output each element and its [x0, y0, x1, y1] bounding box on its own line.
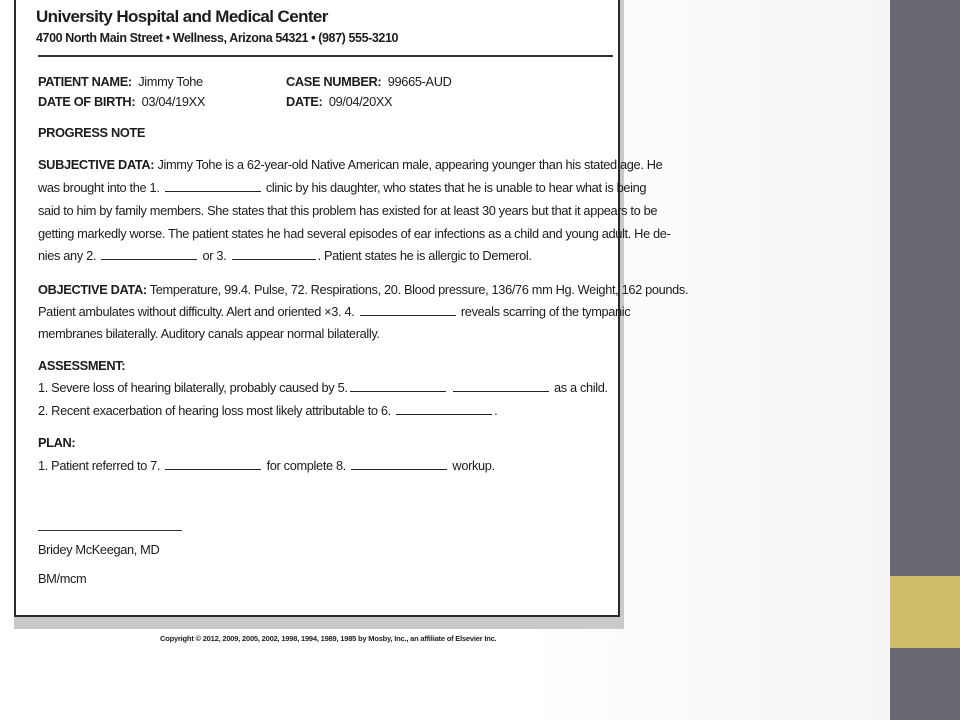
case-number-value: 99665-AUD — [387, 74, 452, 89]
plan-heading: PLAN: — [38, 435, 76, 450]
subjective-line-2 — [38, 180, 646, 195]
blank-1[interactable] — [165, 181, 261, 192]
objective-line-2 — [38, 304, 630, 319]
assessment-heading: ASSESSMENT: — [38, 358, 126, 373]
subjective-line-1 — [38, 157, 662, 172]
blank-4[interactable] — [360, 305, 456, 316]
subjective-line-4: getting markedly worse. The patient states he had several episodes of ear infections as a child and young adult. He de- — [38, 226, 671, 241]
patient-name-value: Jimmy Tohe — [138, 74, 203, 89]
assessment-text-2a: 2. Recent exacerbation of hearing loss most likely attributable to 6. — [38, 403, 391, 418]
signature-name: Bridey McKeegan, MD — [38, 542, 160, 557]
plan-text-1a: 1. Patient referred to 7. — [38, 458, 161, 473]
blank-6[interactable] — [396, 404, 492, 415]
blank-3[interactable] — [232, 249, 316, 260]
objective-line-3: membranes bilaterally. Auditory canals appear normal bilaterally. — [38, 326, 380, 341]
subjective-text-2a: was brought into the 1. — [38, 180, 160, 195]
plan-item-1 — [38, 458, 495, 473]
objective-label: OBJECTIVE DATA: — [38, 282, 147, 297]
document-shadow-bottom — [14, 617, 623, 629]
subjective-line-5 — [38, 248, 532, 263]
assessment-text-1a: 1. Severe loss of hearing bilaterally, probably caused by 5. — [38, 380, 348, 395]
blank-7[interactable] — [165, 459, 261, 470]
patient-name-row — [38, 74, 203, 89]
blank-8[interactable] — [351, 459, 447, 470]
dob-value: 03/04/19XX — [141, 94, 206, 109]
progress-note-heading: PROGRESS NOTE — [38, 125, 146, 140]
signature-line — [38, 530, 182, 531]
date-label: DATE: — [286, 94, 323, 109]
assessment-item-2 — [38, 403, 497, 418]
assessment-text-2b: . — [494, 403, 498, 418]
objective-text-2a: Patient ambulates without difficulty. Alert and oriented ×3. 4. — [38, 304, 355, 319]
slide-side-accent — [890, 576, 960, 648]
objective-text-1: Temperature, 99.4. Pulse, 72. Respirations, 20. Blood pressure, 136/76 mm Hg. Weight, 162 pounds. — [149, 282, 689, 297]
header-divider — [38, 55, 613, 57]
medical-record-document — [14, 0, 689, 617]
subjective-text-1: Jimmy Tohe is a 62-year-old Native American male, appearing younger than his stated age. He — [157, 157, 663, 172]
subjective-label: SUBJECTIVE DATA: — [38, 157, 155, 172]
signature-initials: BM/mcm — [38, 571, 87, 586]
hospital-address: 4700 North Main Street • Wellness, Arizona 54321 • (987) 555-3210 — [36, 31, 399, 45]
assessment-item-1 — [38, 380, 608, 395]
date-value: 09/04/20XX — [328, 94, 393, 109]
copyright-notice: Copyright © 2012, 2009, 2005, 2002, 1998, 1994, 1989, 1985 by Mosby, Inc., an affiliate of Elsevier Inc. — [160, 634, 497, 643]
dob-label: DATE OF BIRTH: — [38, 94, 136, 109]
subjective-text-2b: clinic by his daughter, who states that he is unable to hear what is being — [265, 180, 647, 195]
case-number-row — [286, 74, 451, 89]
plan-text-1b: for complete 8. — [266, 458, 346, 473]
blank-2[interactable] — [101, 249, 197, 260]
date-row — [286, 94, 392, 109]
objective-text-2b: reveals scarring of the tympanic — [460, 304, 631, 319]
case-number-label: CASE NUMBER: — [286, 74, 382, 89]
assessment-text-1b: as a child. — [553, 380, 608, 395]
plan-text-1c: workup. — [452, 458, 495, 473]
objective-line-1 — [38, 282, 688, 297]
subjective-text-5a: nies any 2. — [38, 248, 97, 263]
patient-name-label: PATIENT NAME: — [38, 74, 132, 89]
hospital-title: University Hospital and Medical Center — [36, 7, 328, 26]
subjective-line-3: said to him by family members. She states that this problem has existed for at least 30 years but that it appears to be — [38, 203, 658, 218]
dob-row — [38, 94, 205, 109]
blank-5b[interactable] — [453, 381, 549, 392]
blank-5a[interactable] — [350, 381, 446, 392]
subjective-text-5c: . Patient states he is allergic to Demerol. — [317, 248, 532, 263]
subjective-text-5b: or 3. — [202, 248, 227, 263]
